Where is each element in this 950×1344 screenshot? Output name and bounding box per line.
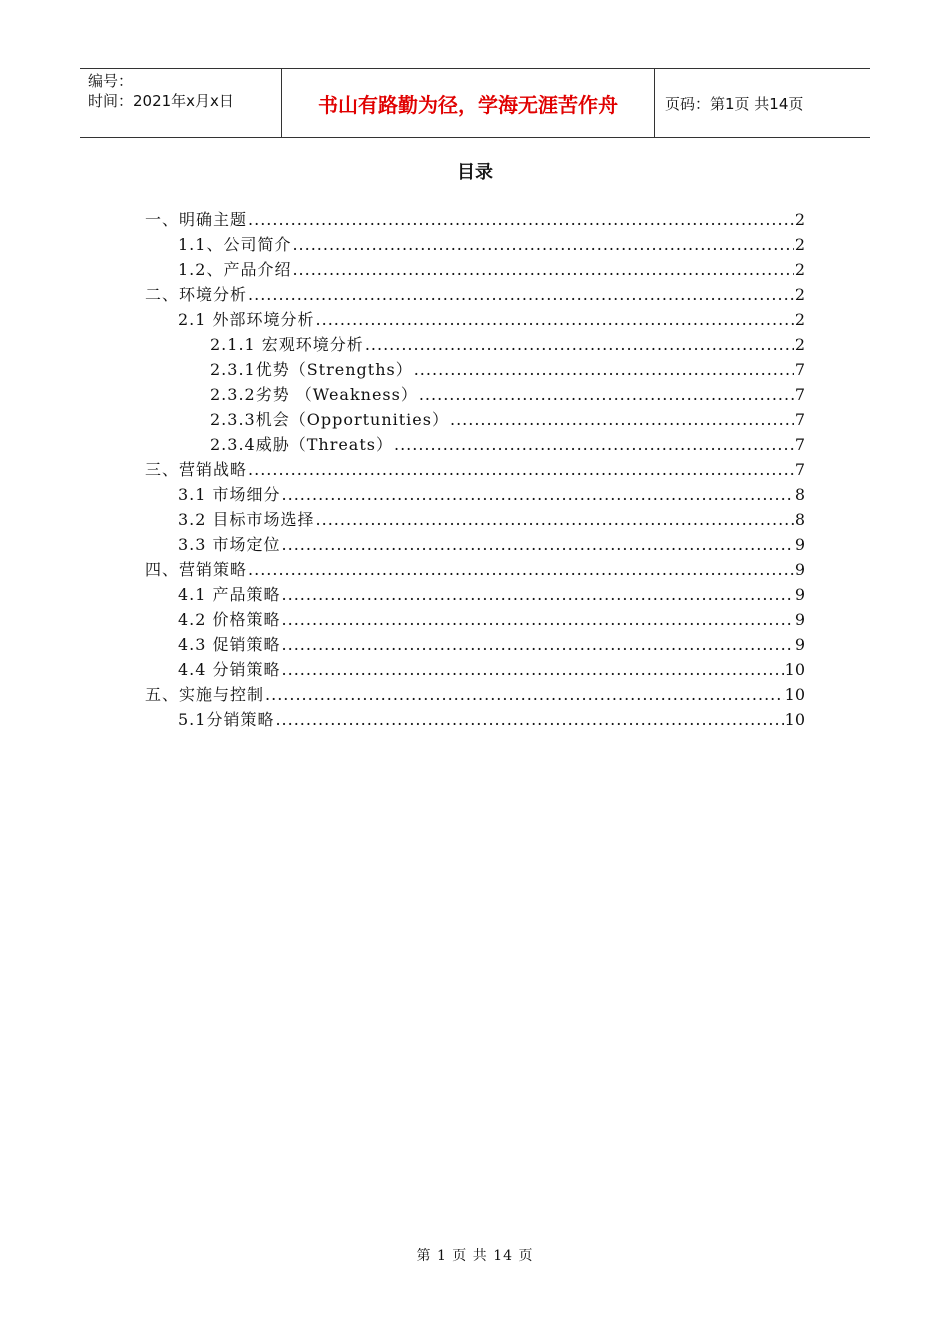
toc-entry-label: 4.2 价格策略 [178,610,281,629]
toc-entry-page: 10 [784,660,805,679]
header-meta [80,69,282,137]
toc-entry-label: 1.1、公司简介 [178,235,292,254]
toc-leader-dots [414,357,794,382]
toc-entry-page: 7 [794,360,805,379]
toc-entry[interactable] [178,582,805,607]
toc-leader-dots [282,532,794,557]
toc-entry[interactable] [178,482,805,507]
toc-entry-label: 3.1 市场细分 [178,485,281,504]
toc-entry-page: 7 [794,460,805,479]
toc-entry[interactable] [178,707,805,732]
toc-entry[interactable] [178,507,805,532]
document-number: 编号： [88,72,134,90]
toc-entry[interactable] [178,632,805,657]
toc-entry-page: 8 [794,510,805,529]
page-footer: 第 1 页 共 14 页 [416,1248,534,1264]
toc-leader-dots [282,632,794,657]
toc-entry-label: 2.3.2劣势 （Weakness） [210,385,418,404]
toc-entry-label: 5.1分销策略 [178,710,275,729]
toc-leader-dots [248,557,794,582]
toc-entry[interactable] [210,357,805,382]
toc-entry-page: 2 [794,335,805,354]
toc-leader-dots [282,582,794,607]
toc-entry[interactable] [178,307,805,332]
toc-entry-page: 2 [794,210,805,229]
toc-entry-page: 2 [794,235,805,254]
toc-leader-dots [275,707,783,732]
toc-entry-label: 2.1 外部环境分析 [178,310,315,329]
toc-leader-dots [365,332,794,357]
toc-leader-dots [248,457,794,482]
toc-entry-page: 2 [794,260,805,279]
toc-entry[interactable] [178,257,805,282]
toc-entry[interactable] [145,282,805,307]
toc-leader-dots [248,282,794,307]
toc-entry-label: 四、营销策略 [145,560,248,579]
toc-leader-dots [282,482,794,507]
toc-entry-label: 3.2 目标市场选择 [178,510,315,529]
page-header [80,68,870,138]
toc-entry-page: 7 [794,385,805,404]
toc-entry-page: 7 [794,435,805,454]
toc-entry-page: 10 [784,685,805,704]
toc-leader-dots [292,232,793,257]
toc-entry[interactable] [178,607,805,632]
toc-entry[interactable] [210,432,805,457]
toc-entry-label: 3.3 市场定位 [178,535,281,554]
toc-leader-dots [316,307,794,332]
motto-text: 书山有路勤为径，学海无涯苦作舟 [318,92,618,117]
toc-leader-dots [316,507,794,532]
toc-entry-label: 4.1 产品策略 [178,585,281,604]
toc-entry-page: 2 [794,310,805,329]
toc-leader-dots [292,257,793,282]
toc-leader-dots [394,432,794,457]
toc-entry-label: 1.2、产品介绍 [178,260,292,279]
toc-leader-dots [282,657,784,682]
toc-leader-dots [419,382,794,407]
toc-entry-label: 二、环境分析 [145,285,248,304]
toc-leader-dots [282,607,794,632]
toc-entry[interactable] [145,457,805,482]
toc-entry[interactable] [145,557,805,582]
toc-entry[interactable] [178,532,805,557]
toc-entry-label: 2.3.3机会（Opportunities） [210,410,449,429]
toc-entry[interactable] [145,682,805,707]
header-motto [282,69,655,137]
document-time: 时间：2021年x月x日 [88,92,234,110]
toc-entry-label: 2.3.1优势（Strengths） [210,360,413,379]
toc-entry[interactable] [178,232,805,257]
toc-leader-dots [265,682,784,707]
toc-entry-label: 三、营销战略 [145,460,248,479]
toc-entry[interactable] [210,407,805,432]
toc-title: 目录 [457,162,493,183]
toc-entry[interactable] [210,332,805,357]
toc-entry-page: 2 [794,285,805,304]
header-page-info [655,69,870,137]
toc-entry-page: 10 [784,710,805,729]
toc-leader-dots [248,207,794,232]
toc-entry-page: 9 [794,535,805,554]
page-info-text: 页码：第1页 共14页 [665,94,804,113]
toc-entry-label: 五、实施与控制 [145,685,265,704]
toc-entry-page: 9 [794,610,805,629]
toc-entry-page: 9 [794,585,805,604]
toc-entry-label: 一、明确主题 [145,210,248,229]
toc-entry-page: 9 [794,635,805,654]
toc-entry[interactable] [145,207,805,232]
toc-entry-page: 9 [794,560,805,579]
toc-entry-label: 4.4 分销策略 [178,660,281,679]
toc-entry-page: 7 [794,410,805,429]
toc-entry[interactable] [210,382,805,407]
toc-entry-page: 8 [794,485,805,504]
toc-leader-dots [450,407,794,432]
toc-entry-label: 4.3 促销策略 [178,635,281,654]
toc-entry[interactable] [178,657,805,682]
toc-entry-label: 2.3.4威胁（Threats） [210,435,393,454]
toc-entry-label: 2.1.1 宏观环境分析 [210,335,364,354]
